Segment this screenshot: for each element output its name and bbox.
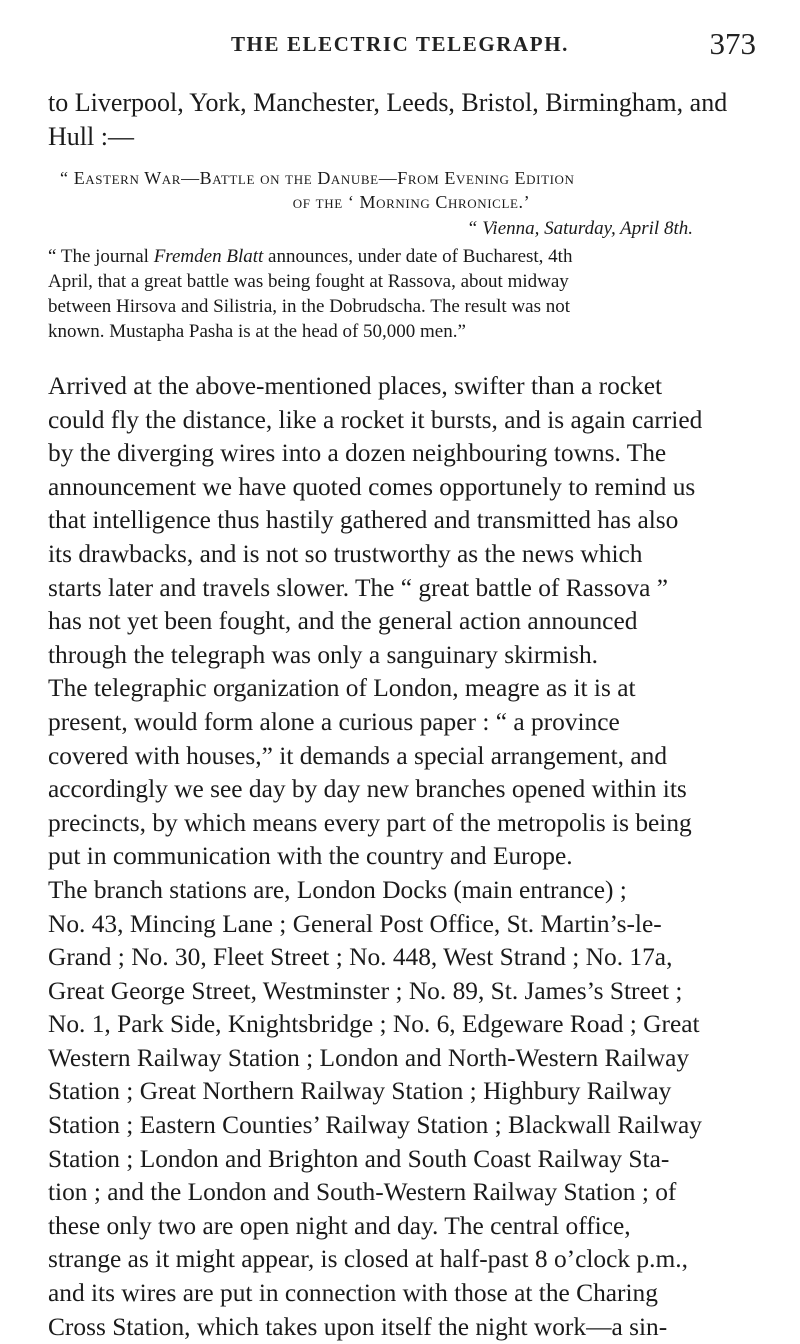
text-line: Cross Station, which takes upon itself the night work—a sin- xyxy=(48,1312,668,1341)
text-line: The branch stations are, London Docks (main entrance) ; xyxy=(48,875,627,904)
text-line: tion ; and the London and South-Western Railway Station ; of xyxy=(48,1178,677,1207)
text-line: and its wires are put in connection with those at the Charing xyxy=(48,1279,658,1308)
quote-dateline: “ Vienna, Saturday, April 8th. xyxy=(466,218,693,239)
text-line: April, that a great battle was being fought at Rassova, about midway xyxy=(48,271,569,292)
text-line: Grand ; No. 30, Fleet Street ; No. 448, West Strand ; No. 17a, xyxy=(48,943,673,972)
text-line: No. 1, Park Side, Knightsbridge ; No. 6, Edgeware Road ; Great xyxy=(48,1010,700,1039)
text-line: Great George Street, Westminster ; No. 89, St. James’s Street ; xyxy=(48,976,683,1005)
text-line: precincts, by which means every part of the metropolis is being xyxy=(48,808,692,837)
text-line: these only two are open night and day. The central office, xyxy=(48,1211,631,1240)
text-line: strange as it might appear, is closed at half-past 8 o’clock p.m., xyxy=(48,1245,688,1274)
running-title: THE ELECTRIC TELEGRAPH. xyxy=(230,32,570,56)
page-number: 373 xyxy=(709,26,756,61)
text-line: Hull :— xyxy=(48,122,134,151)
text-line: known. Mustapha Pasha is at the head of 50,000 men.” xyxy=(48,321,466,342)
text-line: announcement we have quoted comes opportunely to remind us xyxy=(48,472,696,501)
journal-title: Fremden Blatt xyxy=(153,246,264,267)
text-line: between Hirsova and Silistria, in the Dobrudscha. The result was not xyxy=(48,296,571,317)
heading-line: “ Eastern War—Battle on the Danube—From Evening Edition xyxy=(60,168,575,188)
text-line: Arrived at the above-mentioned places, swifter than a rocket xyxy=(48,372,663,400)
text-line: covered with houses,” it demands a special arrangement, and xyxy=(48,741,668,770)
text-line: Western Railway Station ; London and North-Western Railway xyxy=(48,1043,690,1072)
running-head xyxy=(0,18,800,62)
text-line: starts later and travels slower. The “ great battle of Rassova ” xyxy=(48,573,668,602)
heading-line: of the ‘ Morning Chronicle.’ xyxy=(292,192,531,212)
text-line: its drawbacks, and is not so trustworthy as the news which xyxy=(48,539,643,568)
quote-heading xyxy=(48,166,763,214)
text-line: Station ; Eastern Counties’ Railway Station ; Blackwall Railway xyxy=(48,1111,702,1140)
quote-body xyxy=(48,244,763,344)
main-text xyxy=(48,370,763,1344)
quote-block xyxy=(48,86,763,344)
text-line: Station ; Great Northern Railway Station ; Highbury Railway xyxy=(48,1077,672,1106)
text-line: No. 43, Mincing Lane ; General Post Office, St. Martin’s-le- xyxy=(48,909,662,938)
quote-intro xyxy=(48,86,763,154)
text-line: The telegraphic organization of London, meagre as it is at xyxy=(48,674,636,703)
text-line xyxy=(48,244,763,269)
text-line: by the diverging wires into a dozen neighbouring towns. The xyxy=(48,439,667,468)
text-line: through the telegraph was only a sanguinary skirmish. xyxy=(48,640,599,669)
body-rest: announces, under date of Bucharest, 4th xyxy=(263,246,573,267)
text-line: Station ; London and Brighton and South Coast Railway Sta- xyxy=(48,1144,670,1173)
text-line: accordingly we see day by day new branches opened within its xyxy=(48,775,687,804)
text-line: to Liverpool, York, Manchester, Leeds, Bristol, Birmingham, and xyxy=(48,88,728,117)
text-line: could fly the distance, like a rocket it bursts, and is again carried xyxy=(48,405,703,434)
text-line: put in communication with the country and Europe. xyxy=(48,842,573,871)
text-line: has not yet been fought, and the general action announced xyxy=(48,607,638,636)
main-paragraph xyxy=(48,370,763,1344)
text-line: present, would form alone a curious paper : “ a province xyxy=(48,707,620,736)
text-line: that intelligence thus hastily gathered and transmitted has also xyxy=(48,506,679,535)
body-prefix: “ The journal xyxy=(48,246,154,267)
